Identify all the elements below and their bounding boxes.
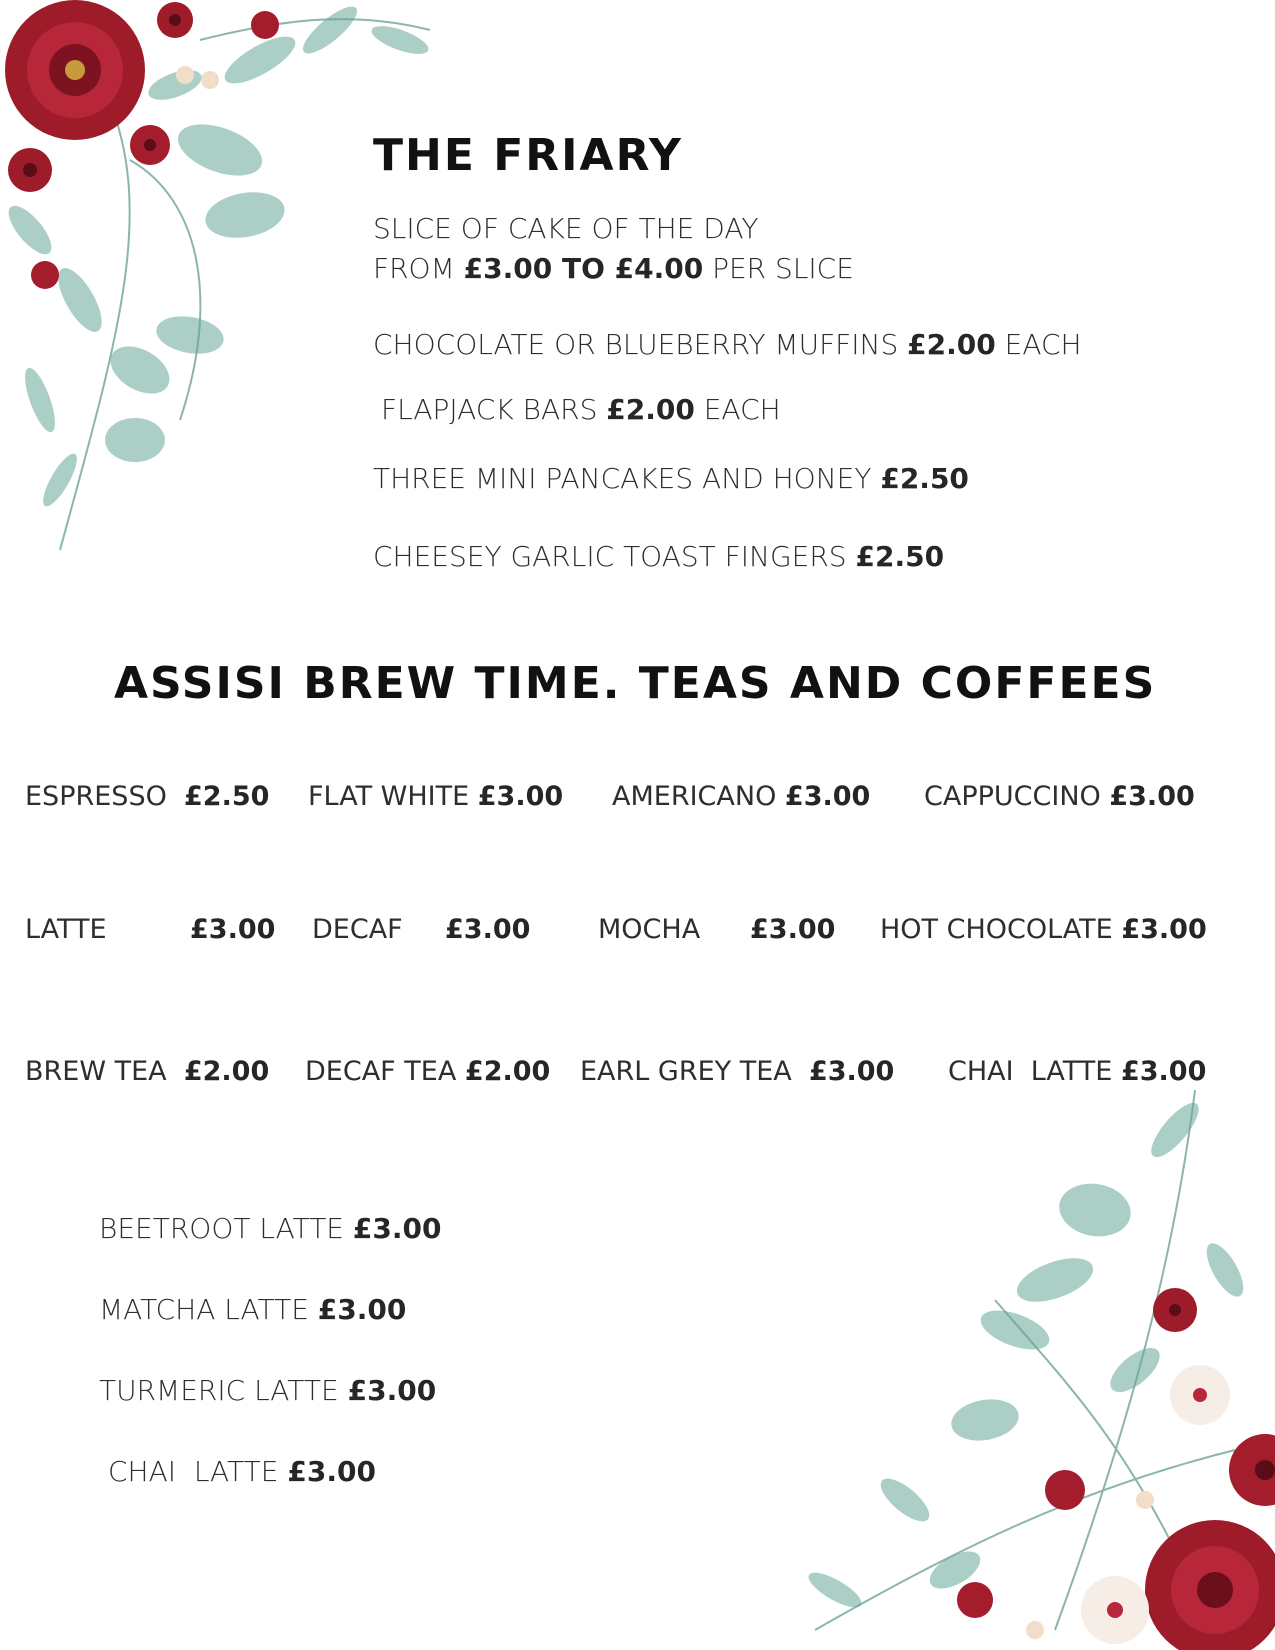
drink-price: £3.00 <box>190 914 276 945</box>
drink-price: £3.00 <box>1109 781 1195 812</box>
item-name: CHEESEY GARLIC TOAST FINGERS <box>373 540 847 573</box>
drink-chai-latte-list <box>108 1455 376 1488</box>
floral-decoration-top-left-icon <box>0 0 470 600</box>
menu-item-cake-price <box>373 252 854 285</box>
drink-matcha-latte <box>99 1293 406 1326</box>
drink-name: MATCHA LATTE <box>99 1293 309 1326</box>
drink-americano <box>612 781 870 812</box>
drink-name: ESPRESSO <box>25 781 167 812</box>
drink-name: EARL GREY TEA <box>580 1056 792 1087</box>
drink-name: CHAI LATTE <box>948 1056 1113 1087</box>
item-unit: PER SLICE <box>712 252 854 285</box>
item-unit: EACH <box>703 393 781 426</box>
item-name: CHOCOLATE OR BLUEBERRY MUFFINS <box>373 328 899 361</box>
menu-item-toast <box>373 540 944 573</box>
drink-latte <box>25 914 107 945</box>
drink-name: DECAF <box>312 914 403 945</box>
drink-name: DECAF TEA <box>305 1056 457 1087</box>
drink-price: £3.00 <box>784 781 871 812</box>
drink-beetroot-latte <box>99 1212 441 1245</box>
drink-decaf-tea <box>305 1056 550 1087</box>
drink-cappuccino <box>924 781 1195 812</box>
item-price: £2.00 <box>907 328 996 361</box>
drink-name: BREW TEA <box>25 1056 167 1087</box>
menu-item-flapjack <box>381 393 781 426</box>
drink-price: £3.00 <box>750 914 836 945</box>
item-name: FLAPJACK BARS <box>381 393 598 426</box>
drink-price: £3.00 <box>317 1293 407 1326</box>
drink-name: MOCHA <box>598 914 701 945</box>
drink-earl-grey-tea <box>580 1056 894 1087</box>
item-name: THREE MINI PANCAKES AND HONEY <box>373 462 872 495</box>
item-name: SLICE OF CAKE OF THE DAY <box>373 212 759 245</box>
drink-price: £2.00 <box>183 1056 270 1087</box>
drink-price: £2.50 <box>184 781 270 812</box>
drink-hot-chocolate <box>880 914 1207 945</box>
drink-mocha-price <box>750 914 835 945</box>
friary-title: THE FRIARY <box>373 130 683 181</box>
drink-chai-latte <box>948 1056 1206 1087</box>
drink-price: £2.00 <box>464 1056 551 1087</box>
item-price: £3.00 TO £4.00 <box>463 252 704 285</box>
drink-price: £3.00 <box>347 1374 437 1407</box>
drink-name: FLAT WHITE <box>308 781 470 812</box>
drink-price: £3.00 <box>1120 1056 1207 1087</box>
menu-item-pancakes <box>373 462 969 495</box>
drink-flat-white <box>308 781 563 812</box>
drink-name: BEETROOT LATTE <box>99 1212 344 1245</box>
drink-name: AMERICANO <box>612 781 777 812</box>
menu-item-cake <box>373 212 758 245</box>
drink-name: CAPPUCCINO <box>924 781 1101 812</box>
item-price: £2.00 <box>606 393 695 426</box>
floral-decoration-bottom-right-icon <box>755 1070 1275 1650</box>
drink-name: LATTE <box>25 914 107 945</box>
menu-item-muffins <box>373 328 1082 361</box>
drink-price: £3.00 <box>287 1455 376 1488</box>
drink-latte-price <box>190 914 275 945</box>
item-text: FROM <box>373 252 455 285</box>
drink-price: £3.00 <box>352 1212 442 1245</box>
drink-price: £3.00 <box>808 1056 895 1087</box>
drink-brew-tea <box>25 1056 269 1087</box>
assisi-title: ASSISI BREW TIME. TEAS AND COFFEES <box>114 658 1157 709</box>
drink-espresso <box>25 781 269 812</box>
drink-turmeric-latte <box>99 1374 436 1407</box>
drink-name: HOT CHOCOLATE <box>880 914 1113 945</box>
drink-name: CHAI LATTE <box>108 1455 279 1488</box>
item-price: £2.50 <box>855 540 945 573</box>
item-price: £2.50 <box>880 462 969 495</box>
drink-price: £3.00 <box>1121 914 1207 945</box>
drink-decaf <box>312 914 403 945</box>
item-unit: EACH <box>1004 328 1082 361</box>
drink-name: TURMERIC LATTE <box>99 1374 339 1407</box>
drink-price: £3.00 <box>445 914 531 945</box>
drink-mocha <box>598 914 700 945</box>
drink-price: £3.00 <box>477 781 564 812</box>
drink-decaf-price <box>445 914 530 945</box>
